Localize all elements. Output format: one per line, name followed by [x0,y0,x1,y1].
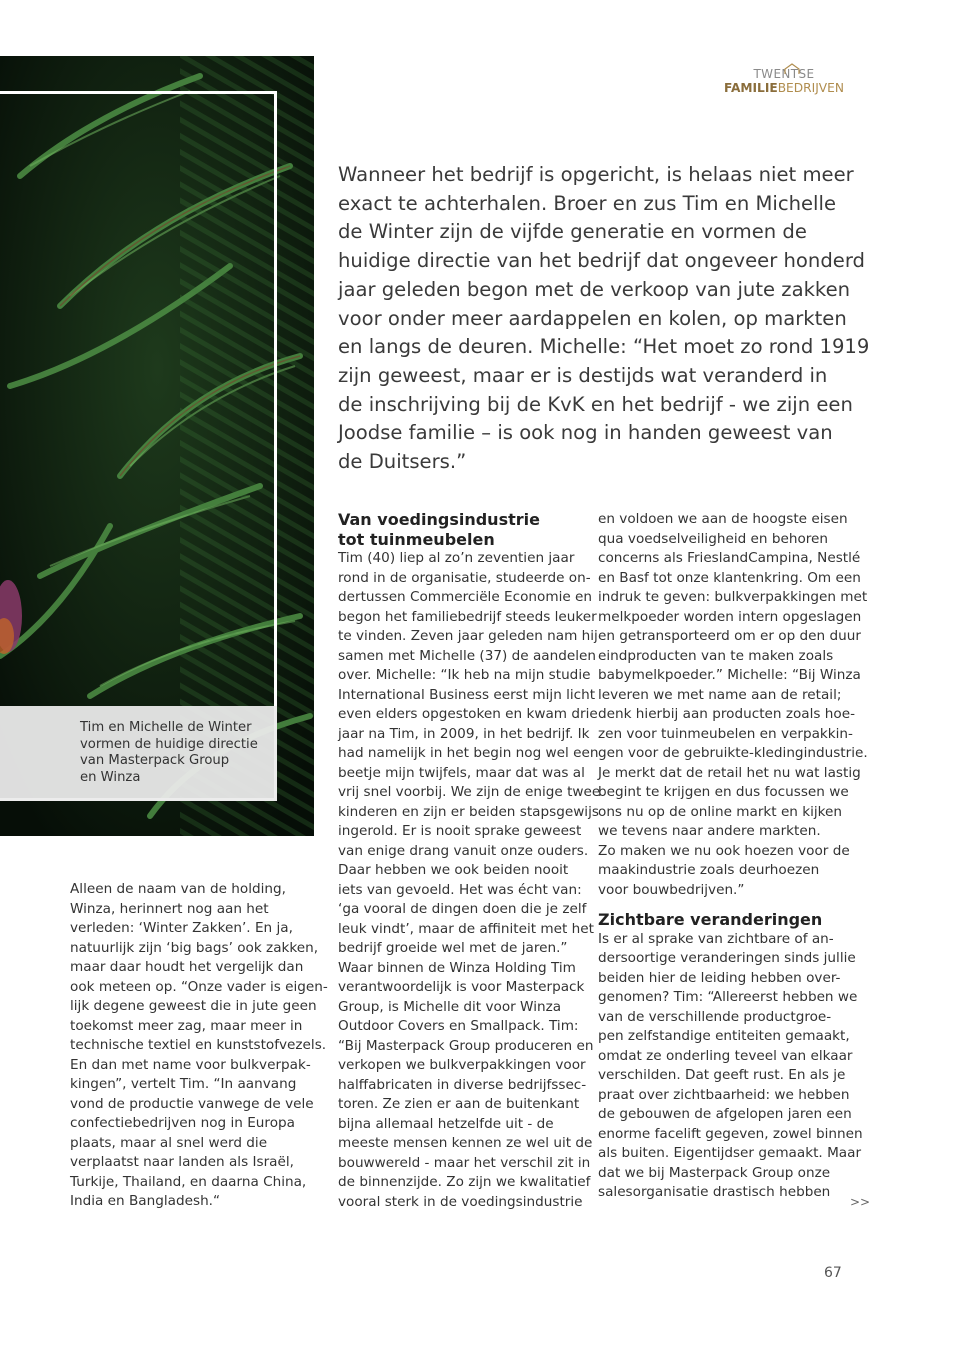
continue-marker: >> [850,1195,871,1209]
photo-frame [0,91,277,801]
house-icon [784,63,800,75]
logo-top-text: TWENTSE [722,68,846,81]
logo-bottom-text: FAMILIEBEDRIJVEN [724,81,844,95]
page-number: 67 [824,1265,842,1281]
section-heading: Zichtbare veranderingen [598,910,823,929]
middle-column: Van voedingsindustrie tot tuinmeubelen Tim (40) liep al zo’n zeventien jaar rond in de organisatie, studeerde on- dertussen Commerciële Economie en begon het familiebedrijf steeds leuker te vinden. Zeven jaar geleden nam hij samen met Michelle (37) de aandelen over. Michelle: “Ik heb na mijn studie International Business eerst mijn licht even elders opgestoken en kwam drie jaar na Tim, in 2009, in het bedrijf. Ik had namelijk in het begin nog wel een beetje mijn twijfels, maar dat was al vrij snel voorbij. We zijn de enige twee kinderen en zijn er beiden stapsgewijs ingerold. Er is nooit sprake geweest van enige drang vanuit onze ouders. Daar hebben we ook beiden nooit iets van gevoeld. Het was écht van: ‘ga vooral de dingen doen die je zelf leuk vindt’, maar de affiniteit met het bedrijf groeide wel met de jaren.” Waar binnen de Winza Holding Tim verantwoordelijk is voor Masterpack Group, is Michelle dit voor Winza Outdoor Covers en Smallpack. Tim: “Bij Masterpack Group produceren en verkopen we bulkverpakkingen voor halffabricaten in diverse bedrijfssec- toren. Ze zien er aan de buitenkant bijna allemaal hetzelfde uit - de meeste mensen kennen ze wel uit de bouwwereld - maar het verschil zit in de binnenzijde. Zo zijn we kwalitatief vooral sterk in de voedingsindustrie [338,510,601,1210]
section-heading: tot tuinmeubelen [338,529,495,549]
right-column: en voldoen we aan de hoogste eisen qua voedselveiligheid en behoren concerns als FrieslandCampina, Nestlé en Basf tot onze klantenkring. Om een indruk te geven: bulkverpakkingen met melkpoeder worden intern opgeslagen en getransporteerd om er op den duur eindproducten van te maken zoals babymelkpoeder.” Michelle: “Bij Winza leveren we met name aan de retail; denk hierbij aan producten zoals hoe- zen voor tuinmeubelen en verpakkin- gen voor de gebruikte-kledingindustrie. Je merkt dat de retail het nu wat lastig begint te krijgen en dus focussen we ons nu op de online markt en kijken we tevens naar andere markten. Zo maken we nu ook hoezen voor de maakindustrie zoals deurhoezen voor bouwbedrijven.” Zichtbare veranderingen Is er al sprake van zichtbare of an- dersoortige veranderingen sinds jullie beiden hier de leiding hebben over- genomen? Tim: “Allereerst hebben we van de verschillende productgroe- pen zelfstandige entiteiten gemaakt, omdat ze onderling teveel van elkaar verschilden. Dat geeft rust. En als je praat over zichtbaarheid: we hebben de gebouwen de afgelopen jaren een enorme facelift gegeven, zowel binnen als buiten. Eigentijdser gemaakt. Maar dat we bij Masterpack Group onze salesorganisatie drastisch hebben [598,511,868,1200]
left-column: Alleen de naam van de holding, Winza, herinnert nog aan het verleden: ‘Winter Zakken’. En ja, natuurlijk zijn ‘big bags’ ook zakken, maar daar houdt het vergelijk dan ook meteen op. “Onze vader is eigen- lijk degene geweest die in jute geen toekomst meer zag, maar meer in technische textiel en kunststofvezels. En dan met name voor bulkverpak- kingen”, vertelt Tim. “In aanvang vond de productie vanwege de vele confectiebedrijven nog in Europa plaats, maar al snel werd die verplaatst naar landen als Israël, Turkije, Thailand, en daarna China, India en Bangladesh.“ [70,881,328,1209]
section-heading: Van voedingsindustrie [338,510,540,529]
photo-caption: Tim en Michelle de Winter vormen de huidige directie van Masterpack Group en Winza [0,706,277,801]
intro-paragraph: Wanneer het bedrijf is opgericht, is helaas niet meer exact te achterhalen. Broer en zus Tim en Michelle de Winter zijn de vijfde generatie en vormen de huidige directie van het bedrijf dat ongeveer honderd jaar geleden begon met de verkoop van jute zakken voor onder meer aardappelen en kolen, op markten en langs de deuren. Michelle: “Het moet zo rond 1919 zijn geweest, maar er is destijds wat veranderd in de inschrijving bij de KvK en het bedrijf - we zijn een Joodse familie – is ook nog in handen geweest van de Duitsers.” [338,163,870,474]
twentse-familiebedrijven-logo [722,68,846,96]
